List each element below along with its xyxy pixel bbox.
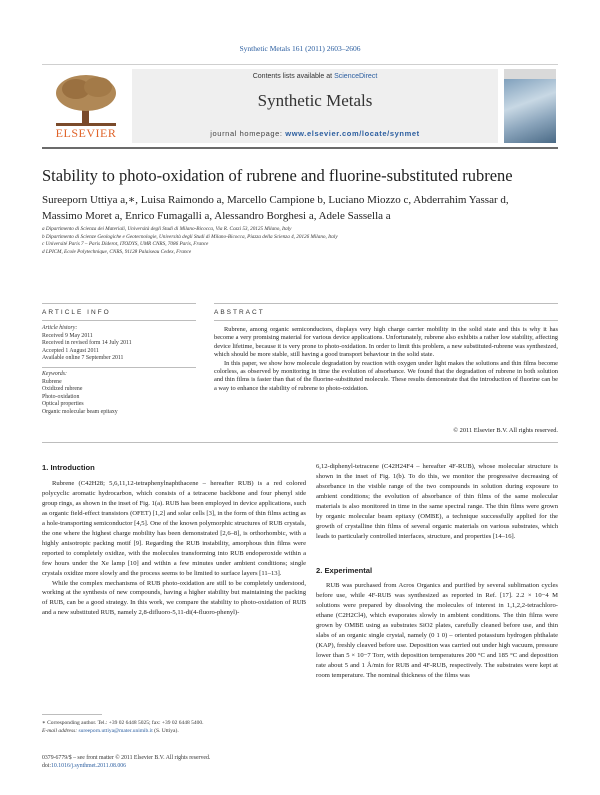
- body-paragraph: 6,12-diphenyl-tetracene (C42H24F4 – hereafter 4F-RUB), whose molecular structure is shown in the inset of Fig. 1(b). To do this, we monitor the progressive decreasing of absorbance in the visible range of the two compounds in solution during exposure to ambient conditions; the evolution of absorbance of thin films of the same molecular materials is also monitored in time in the same spectral range. The thin films were grown by organic molecular beam epitaxy (OMBE), a technique successfully applied for the growth of crystalline thin films of several organic materials on various substrates, which leads to particularly controlled interfaces, structure, and properties [14–16].: [316, 463, 558, 540]
- corresponding-author: ∗ Corresponding author. Tel.: +39 02 6448 5025; fax: +39 02 6448 5400.: [42, 720, 204, 726]
- author-line: Massimo Moret a, Enrico Fumagalli a, Alessandro Borghesi a, Adele Sassella a: [42, 210, 391, 222]
- divider: [42, 320, 196, 321]
- homepage-line: [132, 129, 498, 138]
- email-label: E-mail address:: [42, 728, 78, 734]
- section-heading: 2. Experimental: [316, 566, 373, 575]
- email-name: (S. Uttiya).: [154, 728, 179, 734]
- abstract-heading: ABSTRACT: [214, 309, 265, 316]
- sciencedirect-link[interactable]: ScienceDirect: [334, 73, 378, 80]
- tree-icon: [46, 71, 126, 129]
- divider: [42, 303, 196, 304]
- contents-line: [132, 73, 498, 80]
- keywords-label: Keywords:: [42, 371, 67, 377]
- journal-name: Synthetic Metals: [257, 91, 373, 110]
- journal-cover-image: [504, 69, 556, 143]
- article-title: Stability to photo-oxidation of rubrene and fluorine-substituted rubrene: [42, 166, 513, 185]
- page-footer: [42, 754, 342, 770]
- article-history: [42, 325, 196, 363]
- body-paragraph: RUB was purchased from Acros Organics and purified by several sublimation cycles before use, while 4F-RUB was synthesized as reported in Ref. [17]. 2.2 × 10−4 M solutions were prepared by dissolving the molecules of interest in 1,1,2,2-tetrachloro-ethane (C2H2Cl4), which evaporates slowly in ambient conditions. The thin films were grown by OMBE using as substrates SiO2 plates, carefully cleaned before use, and thin slabs of an organic single crystal, namely (0 1 0) – oriented potassium hydrogen phthalate (KAP), freshly cleaved before use. Deposition was carried out under high vacuum, pressure lower than 5 × 10−7 Torr, with deposition temperatures 200 °C and 185 °C and deposition rate about 5 and 1 Å/min for RUB and 4F-RUB, respectively. The substrates were kept at room temperature. The nominal thickness of the films was: [316, 582, 558, 679]
- divider: [214, 320, 558, 321]
- affiliation: a Dipartimento di Scienza dei Materiali, Università degli Studi di Milano-Bicocca, Via R. Cozzi 53, 20125 Milano, Italy: [42, 226, 292, 232]
- footnote-rule: [42, 714, 102, 715]
- publisher-name: ELSEVIER: [55, 126, 117, 140]
- elsevier-logo: [46, 71, 126, 141]
- right-column-experimental: [316, 581, 558, 681]
- body-paragraph: Rubrene (C42H28; 5,6,11,12-tetraphenylnaphthacene – hereafter RUB) is a red colored polycyclic aromatic hydrocarbon, which consists of a tetracene backbone and four phenyl side group rings, as shown in the inset of Fig. 1(a). RUB has been employed in device applications, such as organic field-effect transistors (OFET) [1,2] and solar cells [3], in the form of thin films acting as a hole-transporting semiconductor [4,5]. One of the known polymorphic structures of RUB crystals, the one where the highest charge mobility has been demonstrated [2,6–8], is orthorhombic, with a highly anisotropic packing motif [9]. Regarding the RUB instability, amorphous thin films were reported to completely oxidize, with the molecules transforming into RUB endoperoxide within a few hours under the Xe lamp [10] and within a few minutes under ambient conditions; single crystals oxidize more slowly and the process seems to be limited to surface layers [11–13].: [42, 480, 306, 577]
- abstract-paragraph: In this paper, we show how molecule degradation by reaction with oxygen under light makes the solutions and thin films become colorless, as observed by monitoring in time the evolution of absorbance. We found that the degradation of rubrene in both solution and thin films is faster than that of the fluorine-substituted molecule. These results demonstrate that the introduction of fluorine can be a way to enhance the stability of rubrene to photo-oxidation.: [214, 359, 558, 392]
- keywords: [42, 371, 196, 417]
- author-line: Sureeporn Uttiya a,∗, Luisa Raimondo a, Marcello Campione b, Luciano Miozzo c, Abderrahim Yassar d,: [42, 194, 509, 206]
- affiliations: [42, 226, 558, 256]
- divider: [42, 367, 196, 368]
- affiliation: c Université Paris 7 – Paris Diderot, ITODYS, UMR CNRS, 7086 Paris, France: [42, 241, 209, 248]
- author-list: [42, 192, 558, 224]
- affiliation: d LPICM, Ecole Polytechnique, CNRS, 91128 Palaiseau Cedex, France: [42, 248, 192, 255]
- journal-reference[interactable]: Synthetic Metals 161 (2011) 2603–2606: [239, 44, 361, 53]
- keyword: Optical properties: [42, 401, 84, 408]
- left-column: [42, 479, 306, 618]
- doi-prefix: doi:: [42, 763, 52, 769]
- article-info-heading: ARTICLE INFO: [42, 309, 111, 316]
- homepage-link[interactable]: www.elsevier.com/locate/synmet: [285, 129, 420, 138]
- journal-header: [42, 64, 558, 149]
- right-column: [316, 462, 558, 542]
- section-heading: 1. Introduction: [42, 463, 95, 472]
- divider: [42, 442, 558, 443]
- copyright-line: © 2011 Elsevier B.V. All rights reserved.: [453, 427, 558, 434]
- contents-prefix: Contents lists available at: [252, 73, 333, 80]
- history-item: Accepted 1 August 2011: [42, 347, 99, 354]
- keyword: Organic molecular beam epitaxy: [42, 408, 118, 415]
- history-item: Available online 7 September 2011: [42, 355, 124, 362]
- divider: [214, 303, 558, 304]
- body-paragraph: While the complex mechanisms of RUB photo-oxidation are still to be completely understood, working at the synthesis of new compounds, having a higher stability but maintaining the packing of RUB, can be a good strategy. In this work, we compare the stability to photo-oxidation of RUB and a new substituted RUB, namely 2,8-difluoro-5,11-di(4-fluoro-phenyl)-: [42, 579, 306, 617]
- abstract-paragraph: Rubrene, among organic semiconductors, displays very high charge carrier mobility in the solid state and this is why it has become a very promising material for various device applications. Unfortunately, rubrene also exhibits a rather low stability, affecting device lifetime, because it is very prone to photo-oxidation. In order to limit this problem, a new substituted-rubrene was synthesized, which should be more stable, still having a good transport behaviour in the solid state.: [214, 326, 558, 359]
- history-label: Article history:: [42, 325, 78, 331]
- keyword: Rubrene: [42, 378, 62, 385]
- email-link[interactable]: sureeporn.uttiya@mater.unimib.it: [78, 728, 153, 734]
- homepage-label: journal homepage:: [210, 129, 283, 138]
- footnote: [42, 719, 306, 735]
- issn-line: 0379-6779/$ – see front matter © 2011 Elsevier B.V. All rights reserved.: [42, 755, 211, 761]
- keyword: Photo-oxidation: [42, 393, 80, 400]
- history-item: Received 9 May 2011: [42, 332, 93, 339]
- doi-link[interactable]: 10.1016/j.synthmet.2011.08.006: [51, 763, 127, 769]
- history-item: Received in revised form 14 July 2011: [42, 340, 132, 347]
- journal-banner: [132, 69, 498, 143]
- abstract-body: [214, 326, 558, 393]
- keyword: Oxidized rubrene: [42, 386, 83, 393]
- affiliation: b Dipartimento di Scienze Geologiche e Geotecnologie, Università degli Studi di Milano-Bicocca, Piazza della Scienza 4, 20126 Milano, Italy: [42, 233, 338, 240]
